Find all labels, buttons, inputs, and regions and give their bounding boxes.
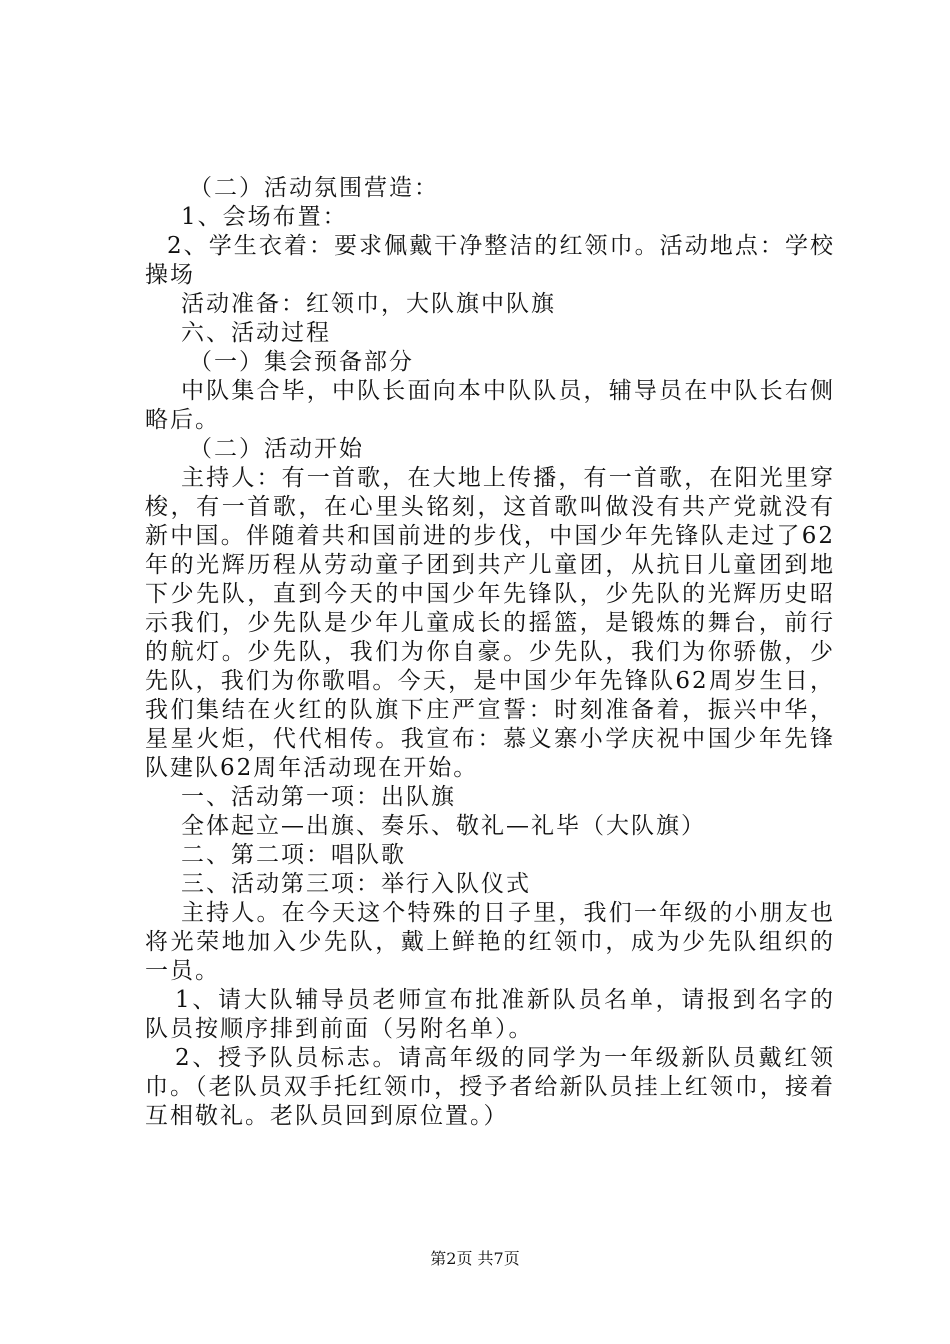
paragraph-venue-layout: 1、会场布置：: [181, 204, 348, 230]
document-body: [145, 174, 835, 1131]
paragraph-student-attire: 2、学生衣着：要求佩戴干净整洁的红领巾。活动地点：学校操场: [145, 233, 835, 288]
paragraph-assembly: 中队集合毕，中队长面向本中队队员，辅导员在中队长右侧略后。: [145, 378, 835, 433]
list-item-anthem: 二、第二项：唱队歌: [181, 842, 406, 868]
paragraph-flag-procedure: 全体起立—出旗、奏乐、敬礼—礼毕（大队旗）: [181, 813, 706, 839]
paragraph-host-opening: 主持人：有一首歌，在大地上传播，有一首歌，在阳光里穿梭，有一首歌，在心里头铭刻，这首歌叫做没有共产党就没有新中国。伴随着共和国前进的步伐，中国少年先锋队走过了62年的光辉历程从劳动童子团到共产儿童团，从抗日儿童团到地下少先队，直到今天的中国少年先锋队，少先队的光辉历史昭示我们，少先队是少年儿童成长的摇篮，是锻炼的舞台，前行的航灯。少先队，我们为你自豪。少先队，我们为你骄傲，少先队，我们为你歌唱。今天，是中国少年先锋队62周岁生日，我们集结在火红的队旗下庄严宣誓：时刻准备着，振兴中华，星星火炬，代代相传。我宣布：慕义寨小学庆祝中国少年先锋队建队62周年活动现在开始。: [145, 465, 835, 781]
page-number-footer: 第2页 共7页: [430, 1249, 520, 1268]
paragraph-preparation: 活动准备：红领巾，大队旗中队旗: [181, 291, 556, 317]
list-item-flag: 一、活动第一项：出队旗: [181, 784, 456, 810]
list-item-induction: 三、活动第三项：举行入队仪式: [181, 871, 531, 897]
paragraph-scarf-ceremony: 2、授予队员标志。请高年级的同学为一年级新队员戴红领巾。（老队员双手托红领巾，授予者给新队员挂上红领巾，接着互相敬礼。老队员回到原位置。）: [145, 1045, 835, 1129]
paragraph-host-induction: 主持人。在今天这个特殊的日子里，我们一年级的小朋友也将光荣地加入少先队，戴上鲜艳的红领巾，成为少先队组织的一员。: [145, 900, 835, 984]
subsection-heading-start: （二）活动开始: [189, 436, 364, 462]
section-heading-process: 六、活动过程: [181, 320, 331, 346]
section-heading-atmosphere: （二）活动氛围营造：: [189, 175, 439, 201]
paragraph-member-list: 1、请大队辅导员老师宣布批准新队员名单，请报到名字的队员按顺序排到前面（另附名单）。: [145, 987, 835, 1042]
subsection-heading-assembly: （一）集会预备部分: [189, 349, 414, 375]
